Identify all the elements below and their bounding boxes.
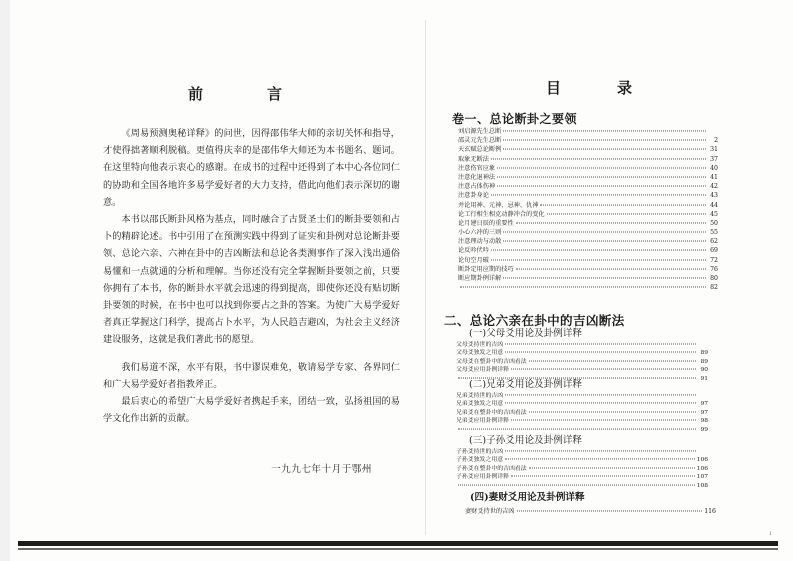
toc-page-number: 89 bbox=[700, 358, 708, 365]
toc-page-number: 99 bbox=[700, 426, 708, 433]
toc-dot-leader bbox=[505, 395, 696, 396]
toc-entry-label: 邵灵元先生总断 bbox=[458, 137, 502, 145]
toc-entry bbox=[456, 448, 708, 456]
toc-dot-leader bbox=[497, 176, 706, 177]
toc-entry bbox=[456, 349, 708, 357]
toc-dot-leader bbox=[491, 259, 706, 260]
toc-entry-label: 父母爻应用卦例详释 bbox=[456, 367, 510, 374]
toc-entry bbox=[456, 341, 708, 349]
toc-dot-leader bbox=[540, 204, 706, 205]
toc-entry bbox=[458, 265, 718, 274]
toc-entry bbox=[458, 228, 718, 237]
toc-dot-leader bbox=[517, 511, 703, 512]
toc-entry-label: 注意化退神法 bbox=[458, 173, 496, 181]
toc-dot-leader bbox=[460, 287, 706, 288]
toc-entry bbox=[456, 473, 708, 481]
toc-entry-label: 注意占体伤神 bbox=[458, 183, 496, 191]
preface-paragraph: 《周易预测奥秘详释》的问世，因得邵伟华大师的亲切关怀和指导，才使得拙著顺利脱稿。更值得庆幸的是邵伟华大师还为本书题名、题词。在这里特向他表示衷心的感谢。在成书的过程中还得到了本中心各位同仁的协助和全国各地许多易学爱好者的大力支持，借此向他们表示深切的谢意。 bbox=[103, 128, 400, 208]
toc-page-number: 62 bbox=[710, 238, 718, 246]
toc-page-number: 97 bbox=[700, 401, 708, 408]
toc-dot-leader bbox=[458, 484, 695, 485]
toc-entry bbox=[456, 392, 708, 400]
section-wealth bbox=[462, 490, 716, 518]
toc-dot-leader bbox=[529, 467, 695, 468]
toc-page-number: 82 bbox=[710, 284, 718, 292]
toc-entry bbox=[456, 366, 708, 374]
section-heading: (三)子孙爻用论及卦例详释 bbox=[469, 435, 583, 446]
preface-paragraph: 我们易道不深，水平有限，书中谬误难免，敬请易学专家、各界同仁和广大易学爱好者指教斧正。 bbox=[103, 361, 400, 390]
preface-paragraph: 最后衷心的希望广大易学爱好者携起手来，团结一致，弘扬祖国的易学文化作出新的贡献。 bbox=[103, 396, 400, 425]
toc-dot-leader bbox=[505, 459, 695, 460]
toc-entry-label: 断应期卦例详解 bbox=[458, 275, 502, 282]
toc-dot-leader bbox=[529, 411, 696, 412]
toc-page-number: 91 bbox=[700, 375, 708, 382]
toc-page-number: 72 bbox=[710, 256, 718, 264]
toc-entry-label: 子孙爻在整卦中的吉凶看法 bbox=[456, 465, 527, 472]
toc-entry-label: 论旬空月破 bbox=[458, 256, 489, 264]
toc-entry bbox=[458, 274, 718, 283]
toc-entry-label: 论反吟伏吟 bbox=[458, 247, 489, 255]
toc-entry-label: 子孙爻持世的吉凶 bbox=[456, 449, 504, 455]
toc-dot-leader bbox=[505, 403, 696, 404]
toc-dot-leader bbox=[511, 476, 695, 477]
toc-entry-label: 刘启源先生总断 bbox=[458, 128, 502, 135]
toc-dot-leader bbox=[497, 167, 706, 168]
toc-dot-leader bbox=[491, 158, 706, 159]
toc-dot-leader bbox=[516, 268, 706, 269]
toc-page-number: 90 bbox=[700, 367, 708, 374]
section-heading: (二)兄弟爻用论及卦例详释 bbox=[469, 379, 583, 390]
toc-entry-label: 父母爻独发之用意 bbox=[456, 350, 504, 357]
toc-page-number: 2 bbox=[714, 137, 718, 145]
toc-entry-label: 子孙爻应用卦例详释 bbox=[456, 474, 510, 481]
toc-dot-leader bbox=[491, 195, 706, 196]
contents-title: 目 录 bbox=[546, 79, 632, 97]
toc-dot-leader bbox=[511, 420, 696, 421]
section-entries bbox=[462, 505, 716, 518]
chapter-1-entries bbox=[458, 127, 718, 292]
toc-entry bbox=[462, 505, 716, 518]
toc-page-number: 98 bbox=[700, 418, 708, 425]
toc-entry bbox=[456, 456, 708, 464]
toc-entry bbox=[458, 246, 718, 255]
toc-entry-label: 断卦定用应期的技巧 bbox=[458, 265, 514, 273]
toc-page-number: 45 bbox=[710, 210, 718, 218]
toc-page-number: 43 bbox=[710, 192, 718, 200]
section-offspring bbox=[456, 433, 708, 490]
toc-entry bbox=[458, 237, 718, 246]
toc-entry bbox=[458, 164, 718, 173]
preface-signature: 一九九七年十月于鄂州 bbox=[271, 464, 372, 475]
toc-page-number: 40 bbox=[710, 164, 718, 172]
toc-entry-label: 注意卦身论 bbox=[458, 192, 489, 200]
toc-page-number: 37 bbox=[710, 155, 718, 163]
toc-entry bbox=[458, 182, 718, 191]
toc-entry bbox=[458, 201, 718, 210]
toc-entry-label: 论工行相生相克动静冲合的变化 bbox=[458, 210, 545, 218]
toc-dot-leader bbox=[503, 232, 706, 233]
toc-entry bbox=[456, 465, 708, 473]
toc-dot-leader bbox=[503, 278, 706, 279]
toc-entry-label: 兄弟爻在整卦中的吉凶看法 bbox=[456, 409, 527, 416]
chapter-heading: 卷一、总论断卦之要领 bbox=[452, 112, 578, 126]
toc-entry-label: 父母爻持世的吉凶 bbox=[456, 342, 504, 348]
toc-entry bbox=[458, 155, 718, 164]
page-number-mark: 1 bbox=[769, 531, 773, 537]
toc-entry bbox=[458, 145, 718, 154]
toc-entry bbox=[458, 219, 718, 228]
toc-page-number: 80 bbox=[710, 275, 718, 282]
toc-entry-label: 论月建日辰的重要性 bbox=[458, 219, 514, 227]
toc-entry bbox=[456, 417, 708, 425]
toc-entry-label: 小心六冲的三则 bbox=[458, 229, 502, 237]
preface-paragraph: 本书以邵氏断卦风格为基点，同时融合了古贤圣士们的断卦要领和占卜的精辟论述。书中引用了在预测实践中得到了证实和卦例对总论断卦要领、总论六亲、六神在卦中的吉凶断法和总论各类测事作了深入浅出通俗易懂和一点就通的分析和理解。当你还没有完全掌握断卦要领之前，只要你拥有了本书，你的断卦水平就会迅速的得到提高，即使你还没有贴切断卦要领的时候，在书中也可以找到你要占之卦的答案。为使广大易学爱好者真正掌握这门科学，提高占卜水平，为人民趋吉避凶，为社会主义经济建设服务，这就是我们著此书的愿望。 bbox=[103, 214, 400, 346]
toc-entry-label: 注意理动与动散 bbox=[458, 238, 502, 246]
toc-page-number: 89 bbox=[700, 350, 708, 357]
toc-entry-label: 父母爻在整卦中的吉凶看法 bbox=[456, 358, 527, 365]
toc-entry-label: 取象无断法 bbox=[458, 155, 489, 163]
toc-dot-leader bbox=[516, 222, 706, 223]
toc-entry-label: 兄弟爻持世的吉凶 bbox=[456, 393, 504, 399]
toc-entry bbox=[458, 173, 718, 182]
toc-page-number: 108 bbox=[696, 482, 708, 489]
section-parents bbox=[456, 326, 708, 383]
toc-entry bbox=[458, 191, 718, 200]
toc-entry-label: 妻财爻持世的吉凶 bbox=[465, 508, 515, 515]
toc-page-number: 76 bbox=[710, 265, 718, 273]
toc-dot-leader bbox=[497, 186, 706, 187]
toc-entry bbox=[458, 210, 718, 219]
toc-entry bbox=[458, 256, 718, 265]
book-spine bbox=[425, 20, 426, 535]
toc-entry-label: 兄弟爻应用卦例详释 bbox=[456, 418, 510, 425]
toc-dot-leader bbox=[505, 352, 696, 353]
toc-dot-leader bbox=[529, 360, 696, 361]
toc-page-number: 106 bbox=[696, 457, 708, 464]
toc-entry-label: 天玄赋总论断例 bbox=[458, 146, 502, 154]
toc-dot-leader bbox=[491, 250, 706, 251]
toc-page-number: 44 bbox=[710, 201, 718, 209]
toc-page-number: 106 bbox=[696, 465, 708, 472]
toc-entry bbox=[456, 482, 708, 490]
toc-entry bbox=[456, 409, 708, 417]
section-entries bbox=[456, 448, 708, 490]
bottom-scan-border bbox=[18, 541, 778, 546]
toc-entry bbox=[458, 283, 718, 292]
toc-dot-leader bbox=[503, 241, 706, 242]
toc-page-number: 116 bbox=[704, 508, 716, 515]
toc-page-number: 97 bbox=[700, 409, 708, 416]
section-heading: (四)妻财爻用论及卦例详释 bbox=[470, 492, 585, 503]
toc-page-number: 107 bbox=[696, 474, 708, 481]
toc-page-number: 31 bbox=[710, 146, 718, 154]
toc-page-number: 41 bbox=[710, 173, 718, 181]
chapter-heading: 二、总论六亲在卦中的吉凶断法 bbox=[444, 313, 625, 328]
toc-entry-label: 兄弟爻独发之用意 bbox=[456, 401, 504, 408]
toc-entry bbox=[456, 400, 708, 408]
toc-entry-label: 子孙爻独发之用意 bbox=[456, 457, 504, 464]
toc-entry bbox=[456, 358, 708, 366]
toc-dot-leader bbox=[503, 131, 706, 132]
toc-dot-leader bbox=[503, 149, 706, 150]
toc-page-number: 69 bbox=[710, 247, 718, 255]
left-scan-edge bbox=[0, 0, 10, 561]
toc-page-number: 42 bbox=[710, 183, 718, 191]
toc-entry-label: 并论用神、元神、忌神、仇神 bbox=[458, 201, 539, 209]
preface-body bbox=[103, 125, 400, 427]
section-siblings bbox=[456, 377, 708, 434]
section-heading: (一)父母爻用论及卦例详释 bbox=[469, 328, 583, 339]
toc-entry bbox=[458, 127, 718, 136]
toc-dot-leader bbox=[511, 369, 696, 370]
toc-page-number: 50 bbox=[710, 219, 718, 227]
preface-title: 前 言 bbox=[188, 85, 283, 103]
toc-page-number: 55 bbox=[710, 229, 718, 237]
toc-entry-label: 注意伤官应象 bbox=[458, 164, 496, 172]
toc-entry bbox=[458, 136, 718, 145]
section-entries bbox=[456, 392, 708, 434]
toc-dot-leader bbox=[505, 344, 696, 345]
toc-dot-leader bbox=[503, 140, 706, 141]
toc-dot-leader bbox=[458, 428, 696, 429]
toc-dot-leader bbox=[547, 213, 706, 214]
toc-dot-leader bbox=[505, 451, 696, 452]
